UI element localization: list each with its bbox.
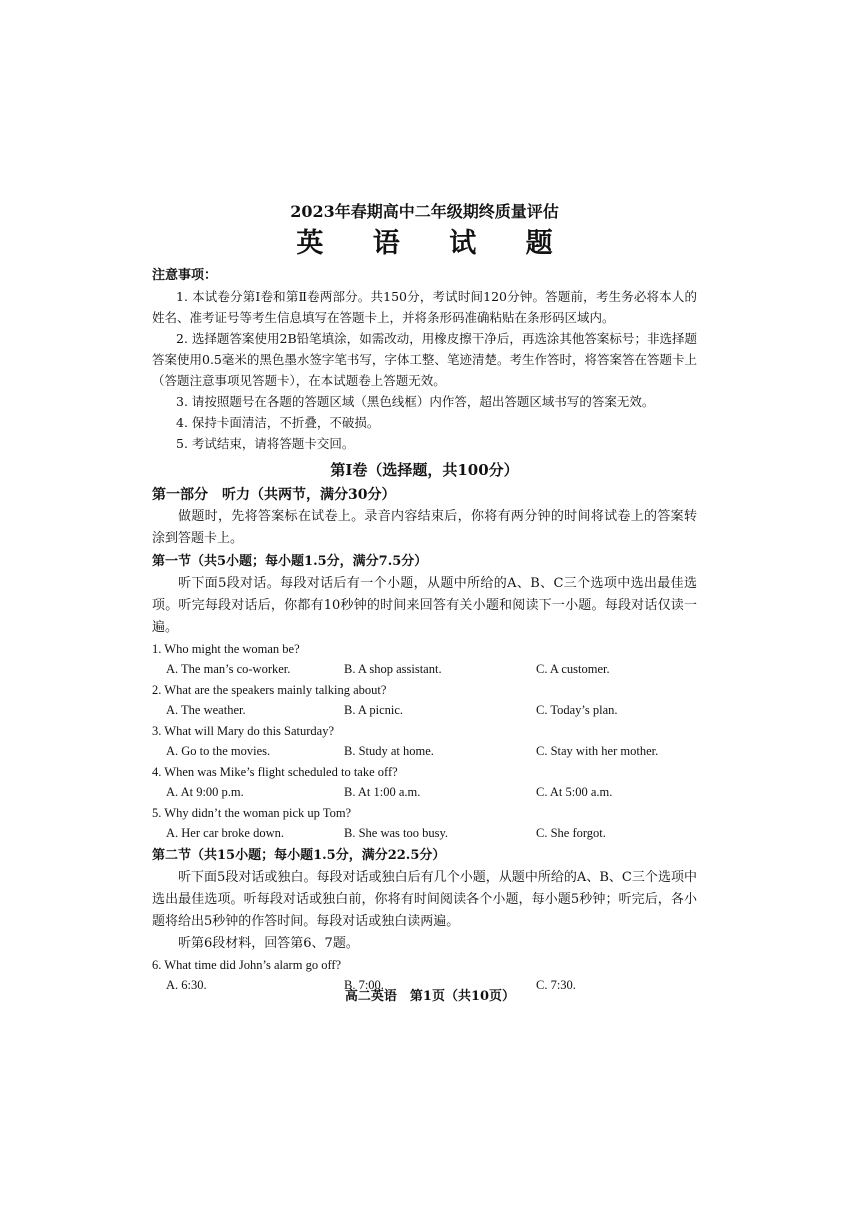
- part1-intro: 做题时，先将答案标在试卷上。录音内容结束后，你将有两分钟的时间将试卷上的答案转涂到答题卡上。: [152, 509, 697, 546]
- material-note: 听第6段材料，回答第6、7题。: [178, 936, 359, 951]
- question-stem: 2. What are the speakers mainly talking about?: [152, 683, 387, 697]
- section2-title: 第二节（共15小题；每小题1.5分，满分22.5分）: [152, 848, 446, 863]
- option-b: B. Study at home.: [344, 744, 434, 758]
- exam-page: [152, 200, 697, 996]
- question-4: [152, 762, 697, 803]
- option-a: A. Her car broke down.: [166, 826, 285, 840]
- option-c: C. She forgot.: [536, 826, 606, 840]
- question-5: [152, 803, 697, 844]
- option-c: C. A customer.: [536, 662, 610, 676]
- section1-title: 第一节（共5小题；每小题1.5分，满分7.5分）: [152, 554, 428, 569]
- note-item: 1. 本试卷分第Ⅰ卷和第Ⅱ卷两部分。共150分，考试时间120分钟。答题前，考生务必将本人的姓名、准考证号等考生信息填写在答题卡上，并将条形码准确粘贴在条形码区域内。: [152, 289, 697, 325]
- option-b: B. At 1:00 a.m.: [344, 785, 421, 799]
- option-a: A. The weather.: [166, 703, 246, 717]
- question-3: [152, 721, 697, 762]
- option-a: A. At 9:00 p.m.: [166, 785, 244, 799]
- question-options: [166, 659, 697, 680]
- option-a: A. 6:30.: [166, 978, 207, 992]
- option-a: A. The man’s co-worker.: [166, 662, 291, 676]
- question-1: [152, 639, 697, 680]
- section2-intro: 听下面5段对话或独白。每段对话或独白后有几个小题，从题中所给的A、B、C三个选项中选出最佳选项。听每段对话或独白前，你将有时间阅读各个小题，每小题5秒钟；听完后，各小题将给出5秒钟的作答时间。每段对话或独白读两遍。: [152, 870, 697, 929]
- option-c: C. Today’s plan.: [536, 703, 618, 717]
- option-a: A. Go to the movies.: [166, 744, 271, 758]
- question-stem: 3. What will Mary do this Saturday?: [152, 724, 335, 738]
- note-item: 3. 请按照题号在各题的答题区域（黑色线框）内作答，超出答题区域书写的答案无效。: [176, 394, 655, 409]
- part1-title: 第一部分 听力（共两节，满分30分）: [152, 487, 396, 503]
- option-b: B. A picnic.: [344, 703, 404, 717]
- option-c: C. At 5:00 a.m.: [536, 785, 613, 799]
- section1-intro: 听下面5段对话。每段对话后有一个小题，从题中所给的A、B、C三个选项中选出最佳选项。听完每段对话后，你都有10秒钟的时间来回答有关小题和阅读下一小题。每段对话仅读一遍。: [152, 576, 697, 635]
- question-options: [166, 741, 697, 762]
- option-c: C. 7:30.: [536, 978, 576, 992]
- question-2: [152, 680, 697, 721]
- note-item: 2. 选择题答案使用2B铅笔填涂，如需改动，用橡皮擦干净后，再选涂其他答案标号；非选择题答案使用0.5毫米的黑色墨水签字笔书写，字体工整、笔迹清楚。考生作答时，将答案答在答题卡上（答题注意事项见答题卡），在本试题卷上答题无效。: [152, 331, 697, 388]
- subject-title: 英 语 试 题: [296, 228, 573, 259]
- page-footer: 高二英语 第1页（共10页）: [344, 989, 516, 1004]
- note-item: 5. 考试结束，请将答题卡交回。: [176, 436, 355, 451]
- question-stem: 5. Why didn’t the woman pick up Tom?: [152, 806, 352, 820]
- option-b: B. 7:00.: [344, 978, 384, 992]
- note-item: 4. 保持卡面清洁，不折叠，不破损。: [176, 415, 380, 430]
- question-options: [166, 823, 697, 844]
- question-stem: 6. What time did John’s alarm go off?: [152, 958, 342, 972]
- option-b: B. She was too busy.: [344, 826, 449, 840]
- notes-heading: 注意事项：: [152, 268, 218, 283]
- exam-title: 2023年春期高中二年级期终质量评估: [290, 202, 559, 221]
- question-stem: 1. Who might the woman be?: [152, 642, 300, 656]
- question-stem: 4. When was Mike’s flight scheduled to take off?: [152, 765, 398, 779]
- question-options: [166, 700, 697, 721]
- volume-title: 第Ⅰ卷（选择题，共100分）: [330, 461, 519, 479]
- option-b: B. A shop assistant.: [344, 662, 442, 676]
- question-options: [166, 782, 697, 803]
- option-c: C. Stay with her mother.: [536, 744, 659, 758]
